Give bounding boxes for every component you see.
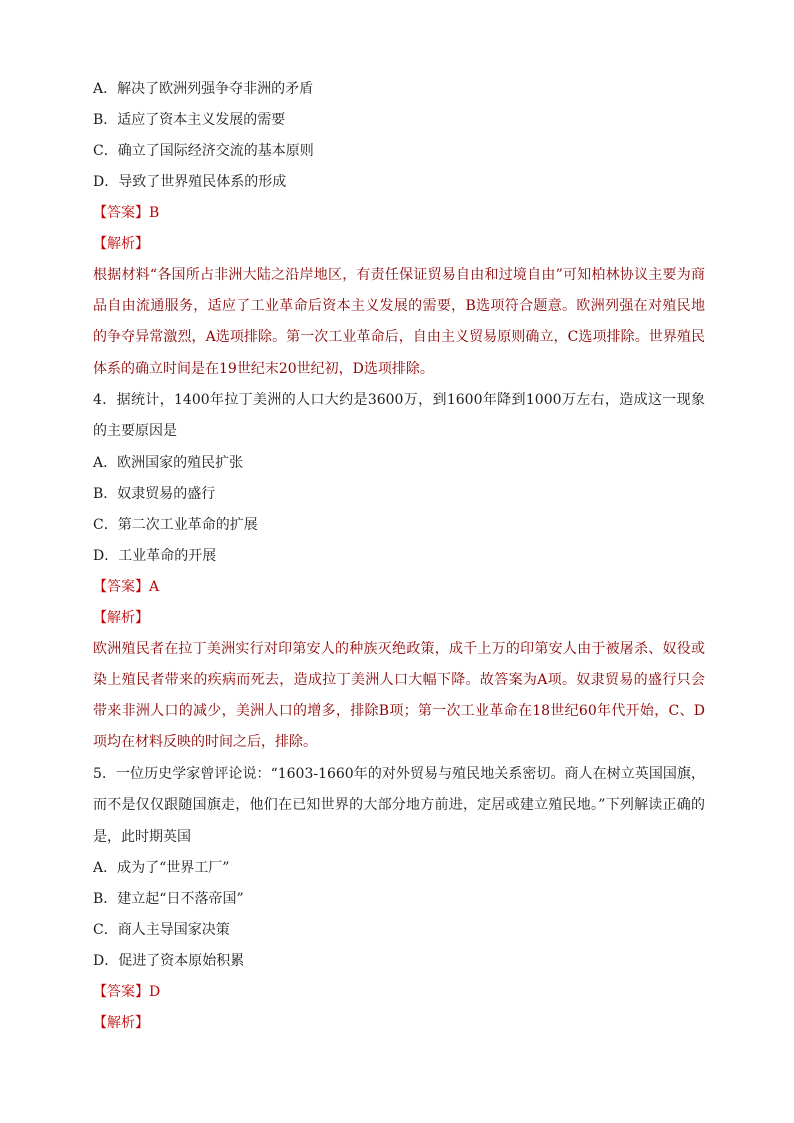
option-b: B．建立起“日不落帝国” bbox=[93, 891, 244, 908]
analysis-line bbox=[93, 229, 705, 260]
document-page bbox=[93, 74, 705, 1039]
question-stem: 4．据统计，1400年拉丁美洲的人口大约是3600万，到1600年降到1000万左右，造成这一现象的主要原因是 bbox=[93, 391, 705, 440]
analysis-line bbox=[93, 1008, 705, 1039]
option-b: B．奴隶贸易的盛行 bbox=[93, 485, 216, 502]
analysis-text: 根据材料“各国所占非洲大陆之沿岸地区，有责任保证贸易自由和过境自由”可知柏林协议主要为商品自由流通服务，适应了工业革命后资本主义发展的需要，B选项符合题意。欧洲列强在对殖民地的争夺异常激烈，A选项排除。第一次工业革命后，自由主义贸易原则确立，C选项排除。世界殖民体系的确立时间是在19世纪末20世纪初，D选项排除。 bbox=[93, 267, 705, 377]
answer-tag: 【答案】 bbox=[93, 205, 149, 221]
answer-value: B bbox=[149, 205, 160, 221]
option-d: D．工业革命的开展 bbox=[93, 547, 217, 564]
question-stem: 5．一位历史学家曾评论说：“1603-1660年的对外贸易与殖民地关系密切。商人在树立英国国旗，而不是仅仅跟随国旗走，他们在已知世界的大部分地方前进，定居或建立殖民地。”下列解读正确的是，此时期英国 bbox=[93, 765, 705, 845]
option-a: A．解决了欧洲列强争夺非洲的矛盾 bbox=[93, 81, 314, 97]
option-a: A．成为了“世界工厂” bbox=[93, 860, 230, 877]
option-a: A．欧洲国家的殖民扩张 bbox=[93, 454, 244, 471]
answer-line bbox=[93, 572, 705, 603]
analysis-tag: 【解析】 bbox=[93, 236, 149, 252]
analysis-tag: 【解析】 bbox=[93, 1015, 149, 1032]
answer-line bbox=[93, 977, 705, 1008]
option-d: D．导致了世界殖民体系的形成 bbox=[93, 174, 287, 190]
option-d: D．促进了资本原始积累 bbox=[93, 953, 245, 970]
option-c: C．第二次工业革命的扩展 bbox=[93, 516, 258, 533]
analysis-line bbox=[93, 603, 705, 634]
option-c: C．确立了国际经济交流的基本原则 bbox=[93, 143, 314, 159]
answer-value: A bbox=[149, 578, 160, 595]
option-c: C．商人主导国家决策 bbox=[93, 922, 230, 939]
answer-value: D bbox=[149, 984, 161, 1001]
question-4 bbox=[93, 385, 705, 759]
answer-tag: 【答案】 bbox=[93, 578, 149, 595]
option-b: B．适应了资本主义发展的需要 bbox=[93, 112, 286, 128]
analysis-tag: 【解析】 bbox=[93, 609, 149, 626]
question-3-continuation bbox=[93, 74, 705, 385]
question-5 bbox=[93, 759, 705, 1040]
answer-tag: 【答案】 bbox=[93, 984, 149, 1001]
answer-line bbox=[93, 198, 705, 229]
analysis-text: 欧洲殖民者在拉丁美洲实行对印第安人的种族灭绝政策，成千上万的印第安人由于被屠杀、奴役或染上殖民者带来的疾病而死去，造成拉丁美洲人口大幅下降。故答案为A项。奴隶贸易的盛行只会带来非洲人口的减少，美洲人口的增多，排除B项；第一次工业革命在18世纪60年代开始，C、D项均在材料反映的时间之后，排除。 bbox=[93, 640, 705, 751]
